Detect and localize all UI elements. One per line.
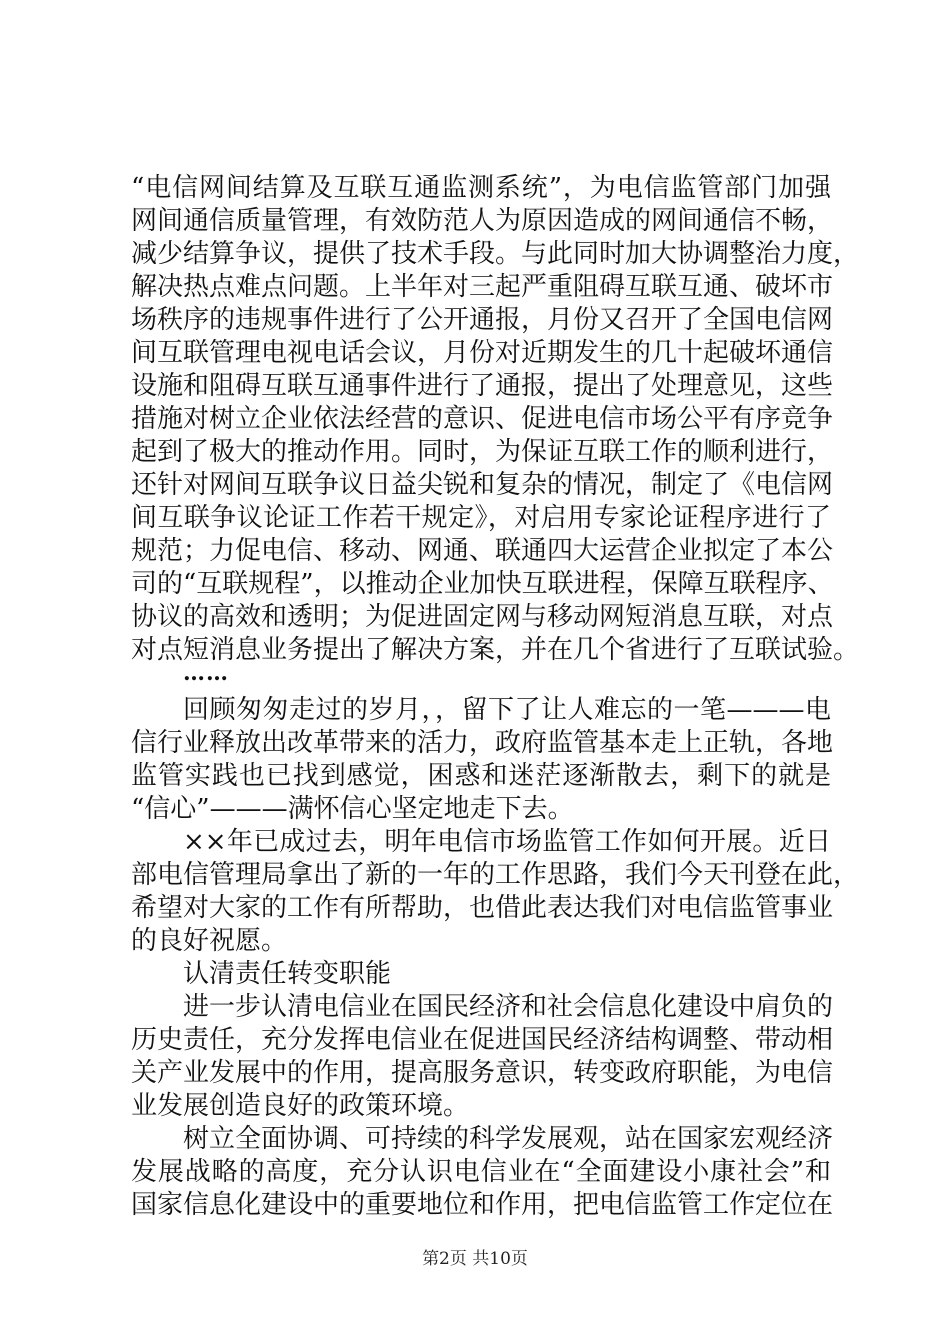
body-line: 设施和阻碍互联互通事件进行了通报，提出了处理意见，这些	[131, 371, 834, 401]
body-line: 间互联争议论证工作若干规定》，对启用专家论证程序进行了	[131, 503, 831, 533]
body-line: 减少结算争议，提供了技术手段。与此同时加大协调整治力度，	[131, 239, 860, 269]
body-line: 希望对大家的工作有所帮助，也借此表达我们对电信监管事业	[131, 893, 834, 923]
body-line: 司的“互联规程”，以推动企业加快互联进程，保障互联程序、	[131, 569, 834, 599]
body-line: 网间通信质量管理，有效防范人为原因造成的网间通信不畅，	[131, 206, 834, 236]
body-line: 协议的高效和透明；为促进固定网与移动网短消息互联，对点	[131, 602, 834, 632]
body-line: 监管实践也已找到感觉，困惑和迷茫逐渐散去，剩下的就是	[131, 761, 831, 791]
body-line: 业发展创造良好的政策环境。	[131, 1091, 470, 1121]
body-line: 的良好祝愿。	[131, 926, 288, 956]
body-line: 发展战略的高度，充分认识电信业在“全面建设小康社会”和	[131, 1157, 831, 1187]
body-line: 场秩序的违规事件进行了公开通报，月份又召开了全国电信网	[131, 305, 834, 335]
body-line: 回顾匆匆走过的岁月，，留下了让人难忘的一笔———电	[183, 695, 831, 725]
body-line: “信心”———满怀信心坚定地走下去。	[131, 794, 574, 824]
body-line: 起到了极大的推动作用。同时，为保证互联工作的顺利进行，	[131, 437, 834, 467]
body-line: 信行业释放出改革带来的活力，政府监管基本走上正轨，各地	[131, 728, 834, 758]
body-line: 还针对网间互联争议日益尖锐和复杂的情况，制定了《电信网	[131, 470, 834, 500]
ellipsis: ……	[183, 660, 229, 686]
body-line: ××年已成过去，明年电信市场监管工作如何开展。近日	[183, 827, 831, 857]
body-line: 规范；力促电信、移动、网通、联通四大运营企业拟定了本公	[131, 536, 834, 566]
body-line: 对点短消息业务提出了解决方案，并在几个省进行了互联试验。	[131, 635, 860, 665]
body-line: 措施对树立企业依法经营的意识、促进电信市场公平有序竞争	[131, 404, 834, 434]
body-line: “电信网间结算及互联互通监测系统”，为电信监管部门加强	[131, 173, 831, 203]
body-line: 部电信管理局拿出了新的一年的工作思路，我们今天刊登在此，	[131, 860, 860, 890]
body-line: 间互联管理电视电话会议，月份对近期发生的几十起破坏通信	[131, 338, 834, 368]
body-line: 解决热点难点问题。上半年对三起严重阻碍互联互通、破坏市	[131, 272, 834, 302]
body-line: 进一步认清电信业在国民经济和社会信息化建设中肩负的	[183, 992, 834, 1022]
body-line: 关产业发展中的作用，提高服务意识，转变政府职能，为电信	[131, 1058, 834, 1088]
body-line: 国家信息化建设中的重要地位和作用，把电信监管工作定位在	[131, 1190, 834, 1220]
section-heading: 认清责任转变职能	[183, 959, 392, 989]
page-number-footer: 第2页 共10页	[422, 1249, 528, 1269]
body-line: 历史责任，充分发挥电信业在促进国民经济结构调整、带动相	[131, 1025, 834, 1055]
body-line: 树立全面协调、可持续的科学发展观，站在国家宏观经济	[183, 1124, 834, 1154]
